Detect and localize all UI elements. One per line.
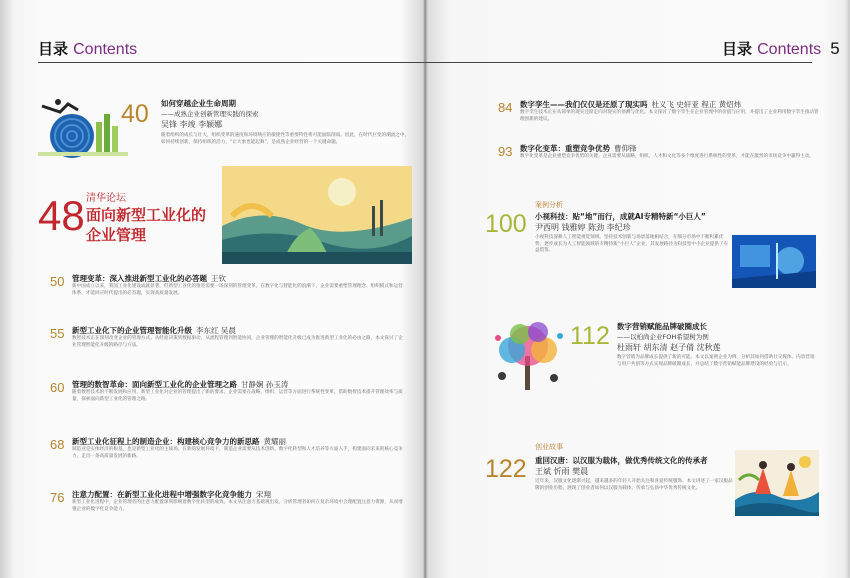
item-page-50: 50 xyxy=(50,274,65,289)
item-desc-50: 新中国成立以来，我国工业化建设成就显著，但新型工业化的推进需要一场深刻的管理变革。在数字化与智能化的浪潮下，企业需要重塑管理理念、组织模式和运营体系，才能回应时代提出的必答题，实现高质量发展。 xyxy=(72,284,403,296)
header-zh: 目录 xyxy=(38,40,69,58)
toc-entry-50[interactable] xyxy=(72,273,404,297)
item-page-55: 55 xyxy=(50,326,65,341)
item-title-50: 管理变革：深入推进新型工业化的必答题 xyxy=(72,274,207,283)
item-title-68: 新型工业化征程上的制造企业：构建核心竞争力的新思路 xyxy=(72,437,260,446)
right-page xyxy=(425,0,850,578)
item-desc-93: 数字化变革是企业重塑竞争优势的关键。企业需要从战略、组织、人才和文化等多个维度进行系统性的变革，才能在激烈的市场竞争中赢得主动。 xyxy=(520,154,815,159)
header-en-right: Contents xyxy=(757,41,822,58)
case-section-label: 案例分析 xyxy=(535,201,563,209)
left-header xyxy=(38,38,137,58)
item-desc-76: 新型工业化进程中，企业管理者的注意力配置深刻影响着数字化转型的成效。本文从注意力基础观出发，分析管理者如何在复杂环境中合理配置注意力资源，从而增强企业的数字化竞争能力。 xyxy=(72,500,403,512)
item-desc-84: 数字孪生技术正在从简单的现实还原走向对现实的预测与优化。本文探讨了数字孪生在企业管理中的价值与应用，并提出了企业利用数字孪生推动管理创新的建议。 xyxy=(520,110,819,122)
item-title-60: 管理的数智革命：面向新型工业化的企业管理之路 xyxy=(72,380,237,389)
forum-title-line1: 面向新型工业化的 xyxy=(86,206,207,224)
case-page-100: 100 xyxy=(485,210,527,238)
item-desc-55: 数智技术正在深刻改变企业的管理方式。从经验决策到数据驱动，从流程管理到智能协同，企业管理的智能化升级已成为推进新型工业化的必由之路，本文探讨了企业管理智能化升级的路径与方法。 xyxy=(72,336,403,348)
forum-title-block[interactable] xyxy=(86,192,206,245)
item-authors-93: 曹仰锋 xyxy=(614,144,637,153)
item-authors-68: 黄耀丽 xyxy=(263,437,286,446)
item-title-55: 新型工业化下的企业管理智能化升级 xyxy=(72,326,192,335)
header-en: Contents xyxy=(73,41,138,58)
toc-entry-76[interactable] xyxy=(72,489,404,513)
toc-entry-112[interactable] xyxy=(617,321,817,368)
toc-entry-93[interactable] xyxy=(520,143,820,161)
item-desc-68: 制造业是实体经济的根基，也是新型工业化的主战场。在新的发展环境下，制造企业需要从技术创新、数字化转型和人才培养等方面入手，构建面向未来的核心竞争力，走出一条高质量发展的新路。 xyxy=(72,447,403,459)
toc-entry-68[interactable] xyxy=(72,436,404,460)
toc-entry-100[interactable] xyxy=(535,211,731,255)
item-title-84: 数字孪生——我们仅仅是还原了现实吗 xyxy=(520,100,648,109)
feature-title: 如何穿越企业生命周期 xyxy=(161,99,236,108)
feature-subtitle: ——成熟企业创新管理实践的探索 xyxy=(161,110,259,118)
item-authors-50: 王钦 xyxy=(211,274,226,283)
hanfu-illustration xyxy=(735,450,819,516)
case-authors-100: 尹西明 钱雅婷 陈劲 李纪珍 xyxy=(535,223,631,232)
growth-globe-illustration xyxy=(38,92,128,158)
toc-entry-84[interactable] xyxy=(520,99,820,123)
item-authors-84: 杜义飞 史轩亚 程正 黄炤炜 xyxy=(651,100,742,109)
toc-entry-55[interactable] xyxy=(72,325,404,349)
case-page-112: 112 xyxy=(570,322,610,350)
case-desc-112: 数字营销为品牌成长提供了新的可能。本文以案例企业为例，分析其如何借助社交媒体、内容营销与用户共创等方式实现品牌破圈成长，并总结了数字营销赋能品牌建设的经验与启示。 xyxy=(617,355,815,367)
colorful-tree-illustration xyxy=(488,316,568,392)
case-title-112: 数字营销赋能品牌破圈成长 xyxy=(617,322,707,331)
story-title-122: 重回汉唐：以汉服为载体，做优秀传统文化的传承者 xyxy=(535,456,708,465)
landscape-illustration xyxy=(222,166,412,264)
item-page-68: 68 xyxy=(50,437,65,452)
forum-page-number: 48 xyxy=(38,192,85,239)
item-page-93: 93 xyxy=(498,144,513,159)
case-title-100: 小视科技：贴“地”而行，成就AI专精特新“小巨人” xyxy=(535,212,706,221)
forum-title-line2: 企业管理 xyxy=(86,226,147,244)
right-header xyxy=(722,38,840,58)
ai-tech-photo xyxy=(732,235,816,288)
case-authors-112: 杜雨轩 胡东清 赵子倩 沈秋莲 xyxy=(617,343,721,352)
story-authors-122: 王斌 忻雨 樊晨 xyxy=(535,467,589,476)
case-subtitle-112: ——以柏尚企业FOH希望树为例 xyxy=(617,333,709,341)
toc-entry-122[interactable] xyxy=(535,455,735,492)
item-page-60: 60 xyxy=(50,380,65,395)
item-page-84: 84 xyxy=(498,100,513,115)
story-section-label: 创业故事 xyxy=(535,443,563,451)
item-title-76: 注意力配置：在新型工业化进程中增强数字化竞争能力 xyxy=(72,490,252,499)
toc-entry-60[interactable] xyxy=(72,379,404,403)
item-authors-60: 甘静娴 孙玉涛 xyxy=(241,380,289,389)
item-authors-55: 李东红 吴晨 xyxy=(196,326,236,335)
feature-authors: 吴锋 李竣 李颖娜 xyxy=(161,120,223,129)
item-desc-60: 随着数智技术的不断发展和应用，新型工业化对企业的管理提出了新的要求。企业需要在战略、组织、运营等方面进行系统性变革，借助数智技术提升管理效率与质量，探索面向新型工业化的管理之路。 xyxy=(72,390,403,402)
item-authors-76: 宋翔 xyxy=(256,490,271,499)
story-desc-122: 近年来，汉服文化逐渐兴起，越来越多的年轻人开始关注和喜爱传统服饰。本文讲述了一家汉服品牌的创业历程，展现了创业者如何以汉服为载体，传承与弘扬中华优秀传统文化。 xyxy=(535,479,733,491)
case-desc-100: 小视科技深耕人工智能视觉领域，坚持技术创新与场景落地相结合，在细分市场中不断积累优势，逐步成长为人工智能领域的专精特新“小巨人”企业，其发展路径为科技型中小企业提供了有益借鉴。 xyxy=(535,235,729,254)
item-title-93: 数字化变革：重塑竞争优势 xyxy=(520,144,610,153)
feature-entry[interactable] xyxy=(161,98,411,146)
story-page-122: 122 xyxy=(485,455,527,483)
header-zh-right: 目录 xyxy=(722,40,753,58)
header-page-number: 5 xyxy=(830,39,840,58)
header-rule xyxy=(38,62,425,63)
item-page-76: 76 xyxy=(50,490,65,505)
header-rule-right xyxy=(425,62,812,63)
forum-label: 清华论坛 xyxy=(86,193,126,204)
feature-page-number: 40 xyxy=(121,100,149,128)
feature-desc: 随着组织的成长与壮大，组织变革的速度和环境响应的敏捷性等重要特性将可能面临削弱。因此，在时代巨变的潮流之中，如何持续创新，保持组织的活力，“让大象也能起舞”，是成熟企业经营的一个关键命题。 xyxy=(161,133,410,145)
